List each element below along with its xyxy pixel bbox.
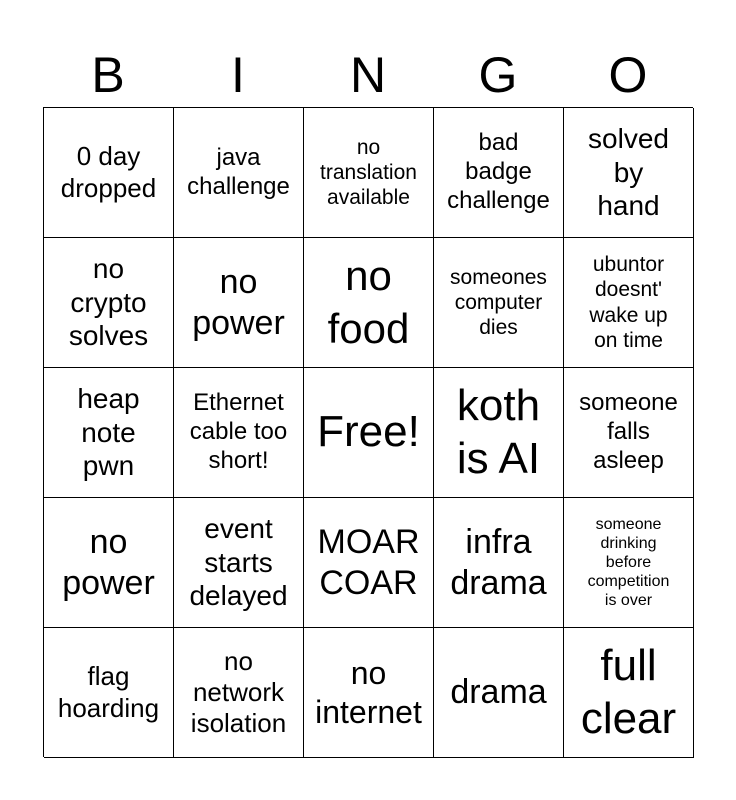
bingo-cell-text: someone drinking before competition is over bbox=[587, 515, 670, 610]
header-letter-g: G bbox=[478, 47, 518, 103]
bingo-board bbox=[43, 107, 693, 757]
bingo-cell[interactable] bbox=[564, 238, 694, 368]
bingo-cell-text: event starts delayed bbox=[189, 513, 288, 612]
bingo-cell[interactable] bbox=[434, 108, 564, 238]
bingo-cell[interactable] bbox=[304, 628, 434, 758]
bingo-cell-text: MOAR COAR bbox=[317, 522, 420, 602]
bingo-cell[interactable] bbox=[564, 498, 694, 628]
bingo-cell[interactable] bbox=[564, 108, 694, 238]
bingo-cell[interactable] bbox=[434, 498, 564, 628]
bingo-cell-text: no crypto solves bbox=[68, 253, 149, 352]
bingo-cell[interactable] bbox=[44, 238, 174, 368]
free-space-cell[interactable] bbox=[304, 368, 434, 498]
header-letter-i: I bbox=[231, 47, 245, 103]
bingo-cell-text: Ethernet cable too short! bbox=[189, 389, 288, 474]
bingo-cell-text: no network isolation bbox=[190, 645, 287, 739]
bingo-cell[interactable] bbox=[174, 498, 304, 628]
bingo-cell-text: ubuntor doesnt' wake up on time bbox=[589, 253, 668, 352]
bingo-cell-text: no internet bbox=[315, 655, 422, 730]
bingo-cell[interactable] bbox=[174, 368, 304, 498]
bingo-cell[interactable] bbox=[564, 368, 694, 498]
bingo-cell[interactable] bbox=[304, 108, 434, 238]
bingo-cell-text: no translation available bbox=[320, 135, 417, 210]
header-letter-b: B bbox=[91, 47, 125, 103]
bingo-cell[interactable] bbox=[174, 108, 304, 238]
bingo-cell[interactable] bbox=[174, 238, 304, 368]
bingo-header bbox=[43, 44, 693, 106]
bingo-cell-text: full clear bbox=[580, 640, 677, 743]
bingo-cell-text: infra drama bbox=[450, 522, 547, 602]
bingo-cell[interactable] bbox=[434, 368, 564, 498]
bingo-cell-text: flag hoarding bbox=[57, 661, 160, 723]
bingo-cell-text: bad badge challenge bbox=[447, 129, 550, 214]
bingo-cell[interactable] bbox=[434, 238, 564, 368]
free-space-text: Free! bbox=[317, 407, 420, 457]
header-letter-o: O bbox=[608, 47, 648, 103]
bingo-cell[interactable] bbox=[434, 628, 564, 758]
bingo-cell-text: solved by hand bbox=[588, 123, 669, 222]
bingo-cell-text: no power bbox=[62, 522, 155, 602]
bingo-cell[interactable] bbox=[304, 238, 434, 368]
bingo-cell-text: koth is AI bbox=[456, 380, 541, 483]
bingo-cell[interactable] bbox=[44, 498, 174, 628]
bingo-cell-text: heap note pwn bbox=[77, 383, 140, 482]
bingo-cell-text: someone falls asleep bbox=[579, 389, 678, 474]
bingo-cell[interactable] bbox=[44, 108, 174, 238]
bingo-cell[interactable] bbox=[564, 628, 694, 758]
bingo-cell[interactable] bbox=[44, 368, 174, 498]
bingo-cell-text: no power bbox=[192, 262, 285, 342]
header-letter-n: N bbox=[349, 47, 387, 103]
bingo-cell-text: java challenge bbox=[187, 143, 290, 200]
bingo-cell-text: no food bbox=[327, 252, 410, 352]
bingo-cell-text: 0 day dropped bbox=[60, 141, 157, 203]
bingo-cell-text: someones computer dies bbox=[450, 265, 547, 340]
bingo-cell[interactable] bbox=[174, 628, 304, 758]
bingo-cell[interactable] bbox=[304, 498, 434, 628]
bingo-cell-text: drama bbox=[450, 673, 547, 712]
bingo-cell[interactable] bbox=[44, 628, 174, 758]
